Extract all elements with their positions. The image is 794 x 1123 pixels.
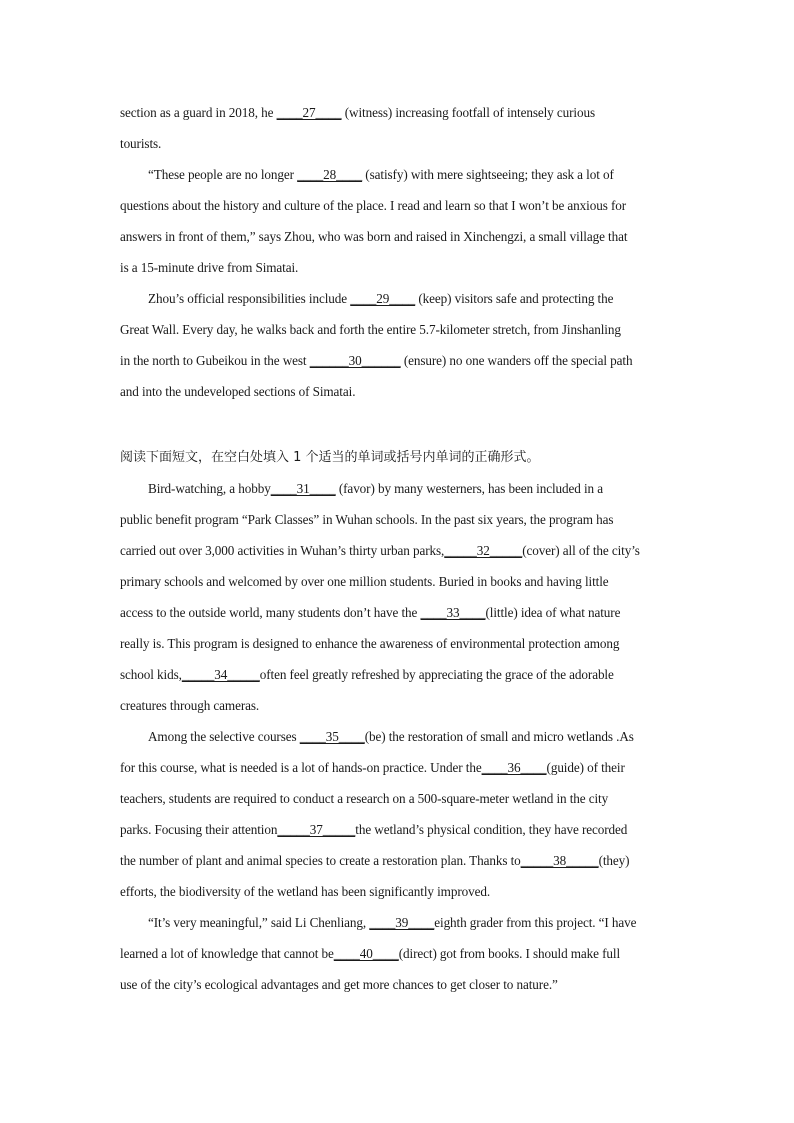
text-line	[120, 659, 680, 690]
text-segment: tourists.	[120, 136, 162, 151]
text-segment: primary schools and welcomed by over one million students. Buried in books and having little	[120, 574, 609, 589]
text-segment: (keep) visitors safe and protecting the	[415, 291, 614, 306]
text-segment: (little) idea of what nature	[485, 605, 621, 620]
text-line	[120, 907, 680, 938]
text-line	[120, 690, 680, 721]
text-segment: efforts, the biodiversity of the wetland has been significantly improved.	[120, 884, 491, 899]
text-line	[120, 845, 680, 876]
text-segment: Among the selective courses	[148, 729, 300, 744]
text-line	[120, 504, 680, 535]
text-line	[120, 938, 680, 969]
text-segment: (satisfy) with mere sightseeing; they ask a lot of	[362, 167, 614, 182]
text-segment: for this course, what is needed is a lot of hands-on practice. Under the	[120, 760, 482, 775]
text-segment: public benefit program “Park Classes” in Wuhan schools. In the past six years, the program has	[120, 512, 614, 527]
text-line	[120, 628, 680, 659]
answer-blank: ____33____	[420, 605, 486, 620]
text-line	[120, 876, 680, 907]
text-segment: (cover) all of the city’s	[522, 543, 640, 558]
answer-blank: ____40____	[333, 946, 399, 961]
text-line	[120, 159, 680, 190]
text-segment: carried out over 3,000 activities in Wuhan’s thirty urban parks,	[120, 543, 445, 558]
text-segment: and into the undeveloped sections of Simatai.	[120, 384, 356, 399]
text-segment: (they)	[598, 853, 630, 868]
answer-blank: ____28____	[297, 167, 363, 182]
text-line	[120, 376, 680, 407]
text-line	[120, 969, 680, 1000]
answer-blank: _____32_____	[444, 543, 523, 558]
text-line	[120, 314, 680, 345]
answer-blank: _____37_____	[277, 822, 356, 837]
text-segment: (favor) by many westerners, has been included in a	[335, 481, 603, 496]
text-segment: really is. This program is designed to enhance the awareness of environmental protection among	[120, 636, 620, 651]
instruction-line: 阅读下面短文，在空白处填入 1 个适当的单词或括号内单词的正确形式。	[120, 450, 540, 465]
text-segment: in the north to Gubeikou in the west	[120, 353, 310, 368]
text-line	[120, 473, 680, 504]
text-line	[120, 345, 680, 376]
text-segment: “It’s very meaningful,” said Li Chenliang,	[148, 915, 370, 930]
text-segment: Zhou’s official responsibilities include	[148, 291, 351, 306]
answer-blank: _____34_____	[181, 667, 260, 682]
text-line	[120, 535, 680, 566]
text-line	[120, 752, 680, 783]
passage-part-1	[120, 97, 680, 407]
text-segment: the wetland’s physical condition, they have recorded	[355, 822, 628, 837]
text-segment: eighth grader from this project. “I have	[434, 915, 637, 930]
text-line	[120, 721, 680, 752]
answer-blank: ____36____	[481, 760, 547, 775]
text-segment: Great Wall. Every day, he walks back and forth the entire 5.7-kilometer stretch, from Jinshanling	[120, 322, 621, 337]
text-line	[120, 566, 680, 597]
text-segment: is a 15-minute drive from Simatai.	[120, 260, 299, 275]
text-segment: use of the city’s ecological advantages and get more chances to get closer to nature.”	[120, 977, 558, 992]
answer-blank: _____38_____	[520, 853, 599, 868]
text-line	[120, 190, 680, 221]
text-segment: creatures through cameras.	[120, 698, 260, 713]
text-segment: access to the outside world, many students don’t have the	[120, 605, 421, 620]
text-segment: (guide) of their	[546, 760, 625, 775]
text-line	[120, 597, 680, 628]
text-segment: learned a lot of knowledge that cannot be	[120, 946, 334, 961]
text-line	[120, 783, 680, 814]
text-segment: often feel greatly refreshed by appreciating the grace of the adorable	[259, 667, 614, 682]
text-segment: questions about the history and culture of the place. I read and learn so that I won’t be anxious for	[120, 198, 627, 213]
text-line	[120, 128, 680, 159]
text-segment: (witness) increasing footfall of intensely curious	[341, 105, 595, 120]
text-line	[120, 252, 680, 283]
text-line	[120, 97, 680, 128]
text-segment: parks. Focusing their attention	[120, 822, 278, 837]
text-segment: Bird-watching, a hobby	[148, 481, 271, 496]
text-segment: “These people are no longer	[148, 167, 298, 182]
answer-blank: ____31____	[270, 481, 336, 496]
text-line	[120, 814, 680, 845]
text-segment: the number of plant and animal species to create a restoration plan. Thanks to	[120, 853, 521, 868]
text-segment: (direct) got from books. I should make full	[398, 946, 621, 961]
answer-blank: ____29____	[350, 291, 416, 306]
text-segment: (ensure) no one wanders off the special path	[400, 353, 633, 368]
text-segment: section as a guard in 2018, he	[120, 105, 277, 120]
answer-blank: ____27____	[276, 105, 342, 120]
text-line	[120, 283, 680, 314]
answer-blank: ____35____	[299, 729, 365, 744]
text-line	[120, 221, 680, 252]
answer-blank: ______30______	[309, 353, 401, 368]
passage-part-2	[120, 442, 680, 1000]
text-segment: (be) the restoration of small and micro wetlands .As	[364, 729, 634, 744]
answer-blank: ____39____	[369, 915, 435, 930]
text-segment: answers in front of them,” says Zhou, who was born and raised in Xinchengzi, a small village that	[120, 229, 628, 244]
text-segment: teachers, students are required to conduct a research on a 500-square-meter wetland in the city	[120, 791, 609, 806]
text-segment: school kids,	[120, 667, 182, 682]
